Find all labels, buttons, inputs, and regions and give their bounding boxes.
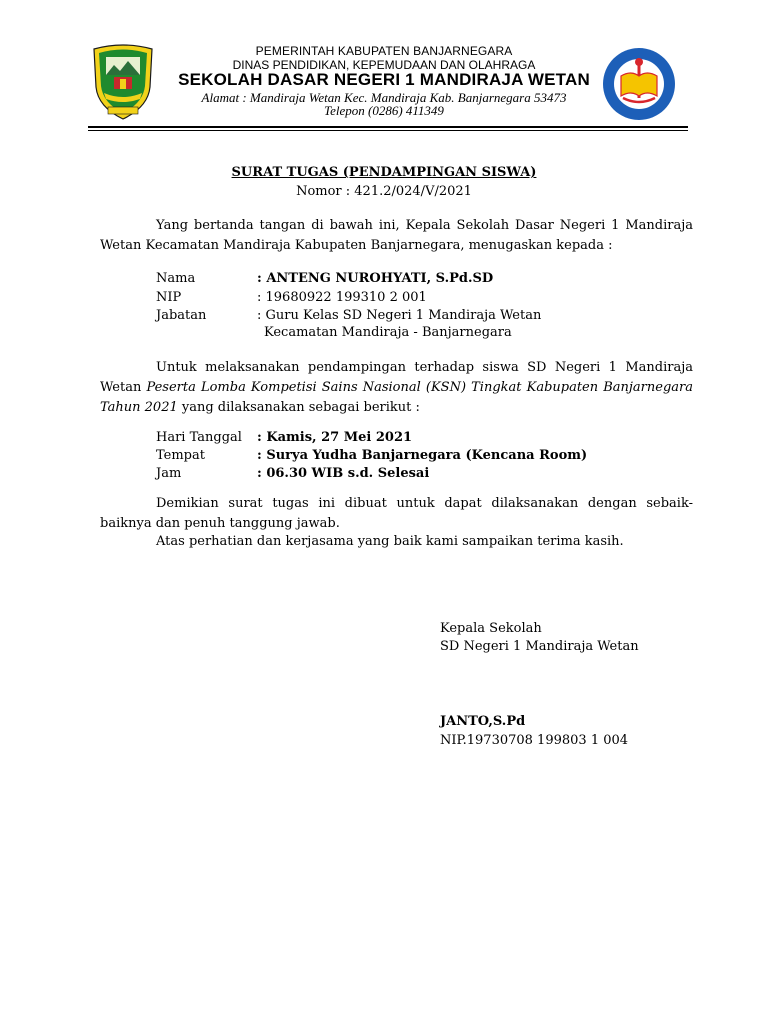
purpose-text-1: Untuk melaksanakan pendampingan terhadap siswa SD Negeri 1 Mandiraja Wetan [100,360,693,395]
time-label: Jam [156,466,182,481]
name-label: Nama [156,271,196,286]
purpose-paragraph [100,358,693,418]
nip-label: NIP [156,290,182,305]
school-phone: Telepon (0286) 411349 [324,103,444,118]
nip-value: : 19680922 199310 2 001 [257,290,427,305]
signer-institution: SD Negeri 1 Mandiraja Wetan [440,639,639,654]
school-name: SEKOLAH DASAR NEGERI 1 MANDIRAJA WETAN [178,70,590,89]
place-value: : Surya Yudha Banjarnegara (Kencana Room) [257,448,588,463]
date-label: Hari Tanggal [156,430,242,445]
purpose-text-2: yang dilaksanakan sebagai berikut : [177,400,420,415]
letterhead-divider-thick [88,126,688,128]
signer-role: Kepala Sekolah [440,621,542,636]
department-header: DINAS PENDIDIKAN, KEPEMUDAAN DAN OLAHRAGA [232,58,536,72]
position-value: : Guru Kelas SD Negeri 1 Mandiraja Wetan [257,308,542,323]
closing-thanks: Atas perhatian dan kerjasama yang baik kami sampaikan terima kasih. [156,534,624,549]
opening-paragraph: Yang bertanda tangan di bawah ini, Kepala Sekolah Dasar Negeri 1 Mandiraja Wetan Kecamatan Mandiraja Kabupaten Banjarnegara, menugaskan kepada : [100,218,693,253]
time-value: : 06.30 WIB s.d. Selesai [257,466,430,481]
signer-nip: NIP.19730708 199803 1 004 [440,733,629,748]
place-label: Tempat [156,448,205,463]
date-value: : Kamis, 27 Mei 2021 [257,430,413,445]
school-address: Alamat : Mandiraja Wetan Kec. Mandiraja Kab. Banjarnegara 53473 [201,90,567,105]
letter-number: Nomor : 421.2/024/V/2021 [296,184,472,199]
name-value: : ANTENG NUROHYATI, S.Pd.SD [257,271,494,286]
letter-title: SURAT TUGAS (PENDAMPINGAN SISWA) [231,165,537,180]
signer-name: JANTO,S.Pd [440,714,526,729]
position-value-2: Kecamatan Mandiraja - Banjarnegara [264,325,512,340]
position-label: Jabatan [156,308,207,323]
government-header: PEMERINTAH KABUPATEN BANJARNEGARA [255,44,513,58]
purpose-event-name: Peserta Lomba Kompetisi Sains Nasional (KSN) Tingkat Kabupaten Banjarnegara Tahun 2021 [100,380,693,415]
letterhead-divider-thin [88,130,688,131]
closing-paragraph: Demikian surat tugas ini dibuat untuk dapat dilaksanakan dengan sebaik-baiknya dan penuh tanggung jawab. [100,496,693,531]
